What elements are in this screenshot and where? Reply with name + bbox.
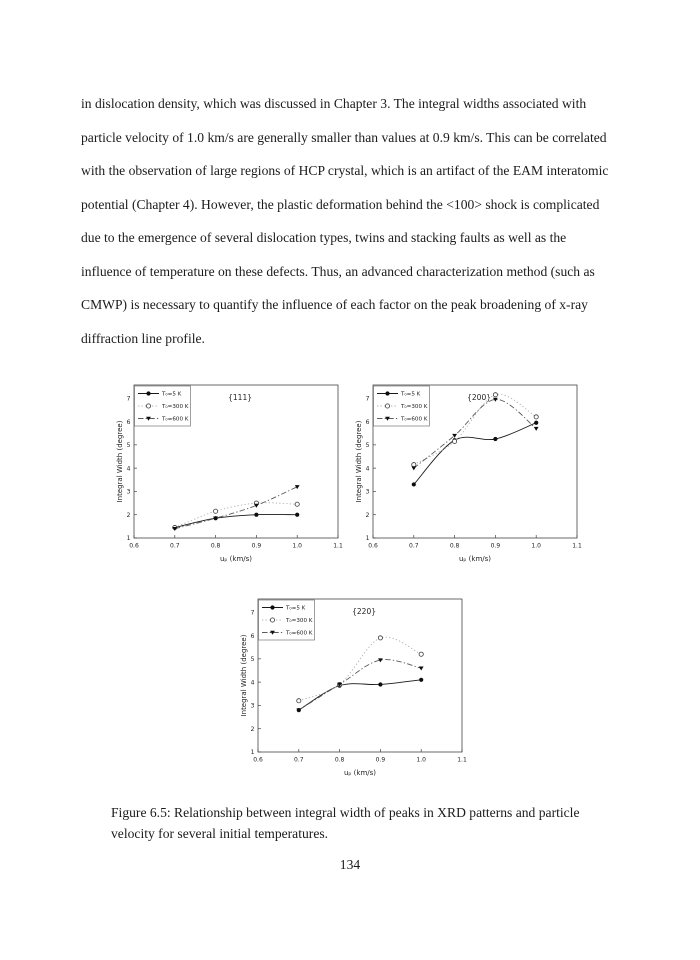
y-tick-label: 2: [250, 725, 255, 733]
data-point-marker: [412, 482, 416, 486]
data-point-marker: [412, 463, 416, 467]
x-tick-label: 0.8: [334, 756, 345, 764]
y-tick-label: 7: [250, 609, 255, 617]
text-line: diffraction line profile.: [81, 330, 205, 346]
y-tick-label: 1: [250, 749, 255, 757]
y-tick-label: 2: [126, 511, 131, 519]
chart-title: {220}: [352, 607, 377, 616]
data-point-marker: [493, 393, 497, 397]
y-tick-label: 2: [365, 511, 370, 519]
y-tick-label: 6: [250, 632, 255, 640]
figure-caption: [111, 803, 631, 844]
y-tick-label: 3: [126, 488, 131, 496]
y-tick-label: 5: [250, 656, 255, 664]
x-tick-label: 1.1: [457, 756, 467, 764]
text-line: in dislocation density, which was discussed in Chapter 3. The integral widths associated with: [81, 96, 587, 111]
text-line: potential (Chapter 4). However, the plastic deformation behind the <100> shock is complicated: [81, 196, 600, 212]
chart-220: [239, 590, 485, 790]
y-tick-label: 5: [365, 442, 370, 450]
x-tick-label: 0.6: [253, 756, 263, 764]
legend: [135, 386, 191, 426]
y-tick-label: 7: [365, 395, 370, 403]
legend-label: T₀=600 K: [162, 416, 189, 423]
y-tick-label: 4: [250, 679, 255, 687]
y-axis-label: Integral Width (degree): [355, 420, 363, 503]
y-tick-label: 3: [365, 488, 370, 496]
x-axis-label: uₚ (km/s): [459, 555, 491, 563]
text-line: velocity for several initial temperatures.: [111, 825, 329, 841]
data-point-marker: [254, 513, 258, 517]
data-point-marker: [146, 404, 150, 408]
text-line: Figure 6.5: Relationship between integral width of peaks in XRD patterns and particle: [111, 805, 580, 820]
text-line: CMWP) is necessary to quantify the influence of each factor on the peak broadening of x-ray: [81, 297, 588, 312]
y-tick-label: 3: [250, 702, 255, 710]
chart-111: [115, 376, 361, 576]
y-tick-label: 4: [365, 465, 370, 473]
y-tick-label: 6: [365, 418, 370, 426]
legend-label: T₀=5 K: [162, 391, 182, 398]
x-tick-label: 1.0: [416, 756, 426, 764]
x-tick-label: 1.1: [572, 542, 582, 550]
chart-title: {200}: [467, 393, 492, 402]
data-point-marker: [493, 437, 497, 441]
y-tick-label: 4: [126, 465, 131, 473]
x-axis-label: uₚ (km/s): [344, 769, 376, 777]
chart-200: [354, 376, 600, 576]
x-tick-label: 0.7: [170, 542, 180, 550]
y-tick-label: 1: [126, 535, 131, 543]
chart-svg: [239, 590, 485, 790]
data-point-marker: [270, 618, 274, 622]
y-axis-label: Integral Width (degree): [240, 634, 248, 717]
y-tick-label: 6: [126, 418, 131, 426]
data-point-marker: [214, 509, 218, 513]
data-point-marker: [146, 391, 150, 395]
legend-label: T₀=300 K: [286, 618, 313, 624]
chart-svg: [354, 376, 600, 576]
data-point-marker: [378, 682, 382, 686]
y-tick-label: 7: [126, 395, 131, 403]
x-tick-label: 0.7: [409, 542, 419, 550]
data-point-marker: [453, 439, 457, 443]
legend: [374, 386, 430, 426]
data-point-marker: [295, 513, 299, 517]
x-tick-label: 0.7: [294, 756, 304, 764]
x-axis-label: uₚ (km/s): [220, 555, 252, 563]
x-tick-label: 0.6: [368, 542, 378, 550]
data-point-marker: [295, 502, 299, 506]
legend-label: T₀=300 K: [401, 404, 428, 410]
x-tick-label: 0.6: [129, 542, 139, 550]
page-number: 134: [339, 857, 361, 872]
text-line: particle velocity of 1.0 km/s are generally smaller than values at 0.9 km/s. This can be correlated: [81, 129, 607, 145]
x-tick-label: 1.0: [292, 542, 302, 550]
legend-label: T₀=5 K: [401, 391, 421, 398]
data-point-marker: [385, 391, 389, 395]
text-line: with the observation of large regions of HCP crystal, which is an artifact of the EAM interatomic: [81, 163, 609, 178]
chart-svg: [115, 376, 361, 576]
data-point-marker: [534, 415, 538, 419]
legend-label: T₀=600 K: [401, 416, 428, 423]
data-point-marker: [385, 404, 389, 408]
legend-label: T₀=5 K: [286, 605, 306, 612]
data-point-marker: [297, 699, 301, 703]
x-tick-label: 1.0: [531, 542, 541, 550]
x-tick-label: 0.9: [375, 756, 386, 764]
legend-label: T₀=300 K: [162, 404, 189, 410]
data-point-marker: [419, 678, 423, 682]
x-tick-label: 1.1: [333, 542, 343, 550]
x-tick-label: 0.8: [449, 542, 460, 550]
data-point-marker: [419, 652, 423, 656]
text-line: influence of temperature on these defects. Thus, an advanced characterization method (such as: [81, 263, 595, 279]
x-tick-label: 0.9: [251, 542, 262, 550]
data-point-marker: [270, 605, 274, 609]
y-tick-label: 1: [365, 535, 370, 543]
data-point-marker: [534, 421, 538, 425]
legend-label: T₀=600 K: [286, 630, 313, 637]
y-tick-label: 5: [126, 442, 131, 450]
text-line: due to the emergence of several dislocation types, twins and stacking faults as well as the: [81, 230, 567, 245]
y-axis-label: Integral Width (degree): [116, 420, 124, 503]
legend: [259, 600, 315, 640]
chart-title: {111}: [228, 393, 253, 402]
data-point-marker: [378, 636, 382, 640]
x-tick-label: 0.8: [210, 542, 221, 550]
x-tick-label: 0.9: [490, 542, 501, 550]
